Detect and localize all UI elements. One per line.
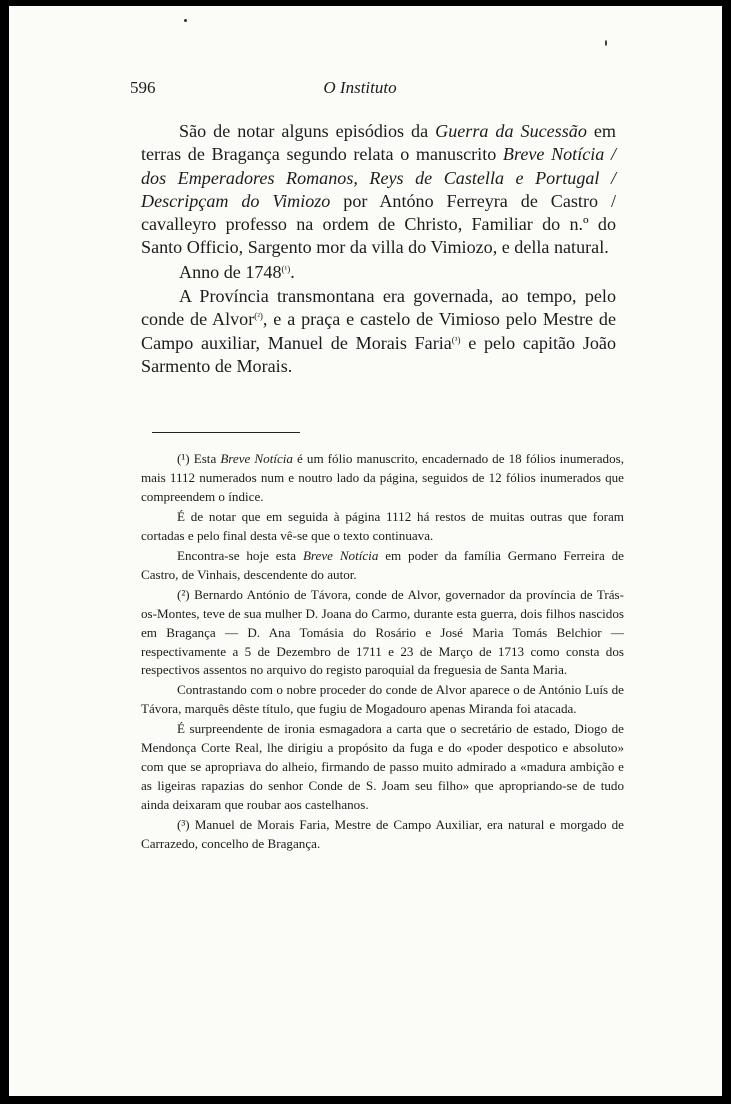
- footnote-3: (³) Manuel de Morais Faria, Mestre de Campo Auxiliar, era natural e morgado de Carrazedo, concelho de Bragança.: [141, 817, 624, 852]
- manuscript-title: Guerra da Sucessão: [435, 121, 587, 141]
- main-text: [141, 120, 616, 378]
- running-title: O Instituto: [323, 78, 397, 97]
- footnote-1-continued: Encontra-se hoje esta Breve Notícia em poder da família Germano Ferreira de Castro, de Vinhais, descendente do autor.: [141, 547, 624, 582]
- paragraph-3: A Província transmontana era governada, ao tempo, pelo conde de Alvor$^{(^2)}$, e a praça e castelo de Vimioso pelo Mestre de Campo auxiliar, Manuel de Morais Faria$^{(^3)}$ e pelo capitão João Sarmento de Morais.: [141, 286, 617, 376]
- footnote-mark: (¹): [177, 451, 190, 466]
- footnote-2: (²) Bernardo António de Távora, conde de Alvor, governador da província de Trás-os-Montes, teve de sua mulher D. Joana do Carmo, durante esta guerra, dois filhos nascidos em Bragança — D. Ana Tomásia do Rosário e José Maria Tomás Belchior — respectivamente a 5 de Dezembro de 1711 e 23 de Março de 1713 como consta dos respectivos assentos no arquivo do registo paroquial da freguesia de Santa Maria.: [141, 586, 624, 678]
- footnote-1: (¹) Esta Breve Notícia é um fólio manuscrito, encadernado de 18 fólios inumerados, mais 1112 numerados num e noutro lado da página, seguidos de 12 fólios inumerados que compreendem o índice.: [141, 451, 624, 504]
- footnote-2-continued: É surpreendente de ironia esmagadora a carta que o secretário de estado, Diogo de Mendonça Corte Real, lhe dirigiu a propósito da fuga e do «poder despotico e absoluto» com que se apropriava do alheio, firmando de passo muito admirado a «madura ambição e as ligeiras rapazias do senhor Conde de S. Joam seu filho» que apropriando-se de tudo ainda deixaram que roubar aos castelhanos.: [141, 721, 624, 813]
- paragraph-1: São de notar alguns episódios da Guerra da Sucessão em terras de Bragança segundo relata o manuscrito Breve Notícia / dos Emperadores Romanos, Reys de Castella e Portugal / Descripçam do Vimiozo por Antóno Ferreyra de Castro / cavalleyro professo na ordem de Christo, Familiar do n.º do Santo Officio, Sargento mor da villa do Vimiozo, e della natural.: [141, 121, 616, 258]
- footnotes: [141, 450, 624, 855]
- footnote-ref[interactable]: (¹): [281, 263, 291, 274]
- manuscript-title: Breve Notícia / dos Emperadores Romanos, Reys de Castella e Portugal / Descripçam do Vimiozo: [141, 144, 616, 211]
- footnote-1-continued: É de notar que em seguida à página 1112 há restos de muitas outras que foram cortadas e pelo final desta vê-se que o texto continuava.: [141, 508, 624, 543]
- footnote-ref[interactable]: (²): [254, 311, 263, 322]
- footnote-divider: [152, 432, 300, 433]
- footnote-mark: (²): [177, 586, 190, 602]
- footnote-mark: (³): [177, 817, 190, 833]
- footnote-ref[interactable]: (³): [451, 334, 461, 345]
- page-number: 596: [130, 78, 156, 97]
- footnote-2-continued: Contrastando com o nobre proceder do conde de Alvor aparece o de António Luís de Távora, marquês dêste título, que fugiu de Mogadouro apenas Miranda foi atacada.: [141, 682, 624, 717]
- ink-speck: [605, 40, 607, 46]
- ink-speck: [184, 19, 187, 22]
- paragraph-2: Anno de $1748^{(^1)}$.: [179, 261, 295, 282]
